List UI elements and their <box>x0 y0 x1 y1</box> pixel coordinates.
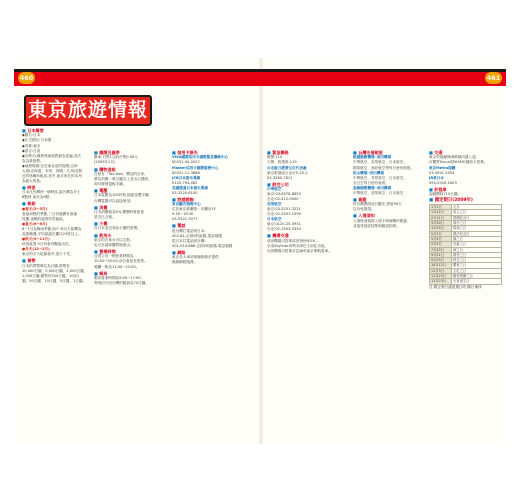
text-line: ◆地理環境:位於東北亞的島國,由四 <box>22 163 78 168</box>
text-line: 中華航空、長榮航空、日本航空、 <box>353 175 407 180</box>
section-heading: ■ 旅遊諮詢 <box>172 197 245 202</box>
text-line: 台北:02-2503-3333 <box>267 227 301 232</box>
holiday-name: 綠之日 <box>452 236 502 241</box>
text-line: 日本電壓為100伏特,插座為雙平腳, <box>94 193 150 198</box>
holiday-name: 體育之日 <box>452 263 502 268</box>
text-line: JR東日本 <box>429 175 444 180</box>
text-line: 報警:110 <box>267 155 283 160</box>
text-line: 長榮航空 <box>267 202 282 207</box>
text-line: 寄明信片回台灣的郵資為70日圓。 <box>94 281 149 285</box>
page-gutter <box>258 58 264 444</box>
text-line: 並接受指紋採集與臉部拍照。 <box>353 223 400 228</box>
text-line: 秋高氣爽,9月份會有颱風出沒。 <box>22 242 73 247</box>
text-line: 03-5321-3077 <box>172 217 198 222</box>
text-line: 東京:03-6378-8855 <box>267 192 301 197</box>
text-line: 從日本打電話到台灣: <box>172 238 206 243</box>
holiday-date: 5月4日 <box>430 236 452 241</box>
text-line: 1,000日圓,硬幣有500日圓、100日 <box>22 273 80 278</box>
holiday-date: 1月1日 <box>430 205 452 210</box>
text-line: 在日本並沒有給小費的習慣。 <box>94 226 141 231</box>
text-line: 為最大的島。 <box>22 178 44 183</box>
text-line: 京成Skyliner或利木津巴士前往市區。 <box>267 243 329 248</box>
holiday-name: 海之日 <box>452 247 502 252</box>
holiday-date: 9月23日 <box>430 258 452 263</box>
section-heading: ■ 計程車 <box>429 187 505 192</box>
text-line: 在貼有「Tax-free」標誌的店家, <box>94 171 146 176</box>
text-line: 春風和煦的季節,三月份還偶有寒流 <box>22 211 78 216</box>
text-line: ◆宗教:以佛教與神道教最為普遍,其次 <box>22 153 82 158</box>
text-line: 東京的自來水可以生飲, <box>94 237 132 242</box>
section-heading: ■ 簽證 <box>353 197 425 202</box>
text-line: 10:00~20:00,部分會延長營業。 <box>94 259 148 264</box>
holiday-note: 註:國定假日適逢週日時,隔日補休 <box>429 284 482 289</box>
text-line: 圓、50日圓、10日圓、5日圓、1日圓。 <box>22 278 87 283</box>
text-line: ●春天(3~5月) <box>22 206 48 211</box>
section-heading: ■ 信用卡掛失 <box>172 150 245 155</box>
section-heading: ■ 台灣出發航班 <box>353 150 425 155</box>
text-line: 大島(北海道、本州、四國、九州)及附 <box>22 168 83 173</box>
holiday-date: 2月11日 <box>430 215 452 220</box>
text-line: 單店消費一萬日圓以上並出示護照, <box>94 176 150 181</box>
text-line: 匯率:日幣1元約台幣0.36元 <box>94 155 138 160</box>
text-line: 東京:03-5251-3221 <box>267 207 301 212</box>
page-number-right: 461 <box>486 74 501 82</box>
text-line: 東京的地鐵與JR路線四通八達, <box>429 155 477 160</box>
holiday-name: 建國紀念日 <box>452 215 502 220</box>
section-heading: ■ 電話 <box>172 223 245 228</box>
text-line: 0120-794-082 <box>172 180 198 185</box>
holiday-date: 5月3日 <box>430 231 452 236</box>
holiday-name: 元旦 <box>452 205 502 210</box>
text-line: 台北:02-412-9000 <box>267 197 299 202</box>
text-line: 位於東京都廳第一本廳舍1F <box>172 207 216 212</box>
text-line: 東京的冬天乾燥寒冷,很少下雪。 <box>22 252 74 257</box>
text-line: 即可辦理退稅手續。 <box>94 182 127 186</box>
text-line: 9:30~18:30 <box>172 212 194 217</box>
text-line: 中華航空 <box>267 187 282 192</box>
holiday-name: 春分之日 <box>452 221 502 226</box>
text-line: 為為基督教。 <box>22 158 44 163</box>
holiday-date: 4月29日 <box>430 226 452 231</box>
text-line: ●秋天(9~11月) <box>22 237 50 242</box>
text-line: 10,000日圓、5,000日圓、2,000日圓、 <box>22 268 88 273</box>
text-line: 03-3220-6100 <box>172 190 198 195</box>
section-heading: ■ 貨幣 <box>22 258 90 263</box>
holiday-table <box>429 204 502 284</box>
text-line: 桃園國際機場─成田機場 <box>353 155 392 160</box>
text-line: ◆語言:日語 <box>22 148 41 153</box>
holiday-date: 5月5日 <box>430 242 452 247</box>
holiday-date: 12月23日 <box>430 279 452 284</box>
text-line: 火警、救護車:119 <box>267 160 297 165</box>
text-line: 日本比台灣快一個時區,當台灣為早上 <box>22 190 81 195</box>
holiday-name: 昭和之日 <box>452 226 502 231</box>
header-bar <box>14 69 506 86</box>
section-heading: ■ 機場交通 <box>267 233 347 238</box>
text-line: 高雄國際機場─成田機場 <box>353 185 392 190</box>
text-line: ◆國名:日本 <box>22 133 41 138</box>
text-line: 東京觀光情報中心 <box>172 202 201 207</box>
text-line: 050-2016-1603 <box>429 180 457 185</box>
text-line: 東京Metro地鐵 <box>429 165 456 170</box>
section-heading: ■ 時差 <box>22 185 90 190</box>
text-line: 郵局營業時間為9:00~17:00, <box>94 275 142 280</box>
text-line: JCB日本掛失專線 <box>172 175 201 180</box>
text-line: 成田機場可搭乘成田特快N'EX、 <box>267 238 319 243</box>
column-6 <box>429 149 505 427</box>
section-heading: ■ 航空公司 <box>267 182 347 187</box>
text-line: 台灣電器可以直接使用。 <box>94 198 134 203</box>
text-line: 00531-11-3886 <box>172 170 200 175</box>
holiday-date: 7月20日 <box>430 247 452 252</box>
text-line: 以內免簽證。 <box>353 207 375 212</box>
section-heading: ■ 購物退稅 <box>94 167 164 172</box>
holiday-date: 11月3日 <box>430 268 452 273</box>
text-line: 美國運通日本掛失專線 <box>172 185 208 190</box>
holiday-table-body <box>430 205 502 284</box>
table-row <box>430 279 502 284</box>
text-line: 近的島嶼所組成,其中,東京所在的本州 <box>22 173 82 178</box>
holiday-name: 天皇誕生日 <box>452 279 502 284</box>
text-line: 可購買Suica或PASMO儲值卡搭乘。 <box>429 160 488 165</box>
text-line: 中華航空、長榮航空、日本航空、 <box>353 160 407 165</box>
text-line: 國泰航空、西北航空等每日皆有航班。 <box>353 165 415 170</box>
column-1 <box>22 127 90 427</box>
section-heading: ■ 營業時間 <box>94 249 164 254</box>
header-rule <box>14 69 506 72</box>
holiday-name: 敬老之日 <box>452 252 502 257</box>
text-line: 001-010-886-去掉0的區碼-電話號碼 <box>172 243 233 248</box>
holiday-date: 3月20日 <box>430 221 452 226</box>
text-line: 03-3280-7811 <box>267 175 293 180</box>
text-line: 日本的貨幣單位為日圓,紙幣有 <box>22 263 70 268</box>
section-heading: ■ 消費 <box>94 205 164 210</box>
text-line: 羽田機場可搭乘京急線或東京單軌電車。 <box>267 248 332 253</box>
text-line: ●冬天(12~2月) <box>22 247 50 252</box>
text-line: 松山機場─羽田機場 <box>353 170 384 175</box>
section-heading: ■ 入境須知 <box>353 213 425 218</box>
holiday-name: 成人之日 <box>452 210 502 215</box>
text-line: 台北:02-2501-1999 <box>267 212 301 217</box>
text-line: 無線網路服務。 <box>172 260 198 265</box>
text-line: ◆首都:東京 <box>22 143 41 148</box>
text-line: 炎熱潮濕,平均氣溫在攝氏25度以上。 <box>22 232 82 237</box>
column-2 <box>94 149 164 427</box>
text-line: 是否已含稅。 <box>94 215 116 219</box>
text-line: 全日空每日皆有航班。 <box>353 180 389 185</box>
holiday-name: 憲法紀念日 <box>452 231 502 236</box>
column-4 <box>267 149 347 427</box>
text-line: VISA國際信用卡國際緊急聯絡中心 <box>172 155 229 160</box>
section-heading: ■ 氣候 <box>22 201 90 206</box>
page-number-left: 460 <box>19 74 34 82</box>
text-line: (2009年1月) <box>94 160 116 165</box>
text-line: 東京各大車站與咖啡館多提供 <box>172 255 219 260</box>
text-line: 從台灣打電話到日本: <box>172 228 206 233</box>
text-line: 日本航空 <box>267 217 282 222</box>
holiday-date: 11月23日 <box>430 274 452 279</box>
text-line: 東京:0120-25-5931 <box>267 222 301 227</box>
section-heading: ■ 國際及匯率 <box>94 150 164 155</box>
section-heading: ■ 小費 <box>94 221 164 226</box>
text-line: 002-81-去掉0的區碼-電話號碼 <box>172 233 222 238</box>
section-heading: ■ 緊急聯絡 <box>267 150 347 155</box>
section-heading: ■ 網路 <box>172 250 245 255</box>
text-line: 台北駐日經濟文化代表處 <box>267 165 307 170</box>
holiday-name: 兒童之日 <box>452 242 502 247</box>
holiday-name: 勤勞感謝之日 <box>452 274 502 279</box>
column-6-text <box>429 150 505 197</box>
text-line: 餐廳一般為11:00~22:00。 <box>94 264 140 269</box>
section-heading: ■ 交通 <box>429 150 505 155</box>
column-3 <box>172 149 245 427</box>
text-line: 東京都港區白金台5-20-2 <box>267 170 308 175</box>
section-heading: ■ 電壓 <box>94 188 164 193</box>
text-line: 入境時須填寫入境卡與海關申報書, <box>353 218 409 223</box>
text-line: ●夏天(6~8月) <box>22 221 48 226</box>
section-heading: ■ 郵局 <box>94 271 164 276</box>
holiday-date: 1月12日 <box>430 210 452 215</box>
column-5 <box>353 149 425 427</box>
text-line: 百貨公司一般營業時間為 <box>94 254 134 259</box>
text-line: 侵襲,夜晚的溫度仍然偏低。 <box>22 216 67 221</box>
text-line: 中華航空、長榮航空、日本航空 <box>353 190 404 195</box>
text-line: 6~7月為梅雨季節,而7~8月天氣轉為 <box>22 226 82 231</box>
text-line: 03-3941-2004 <box>429 170 455 175</box>
section-title: 東京旅遊情報 <box>24 95 152 126</box>
text-line: ◆正式國名:日本國 <box>22 138 52 143</box>
holiday-date: 10月12日 <box>430 263 452 268</box>
text-line: 日本消費稅為5%,標價時要留意 <box>94 209 144 214</box>
text-line: 持台灣護照赴日觀光,停留90天 <box>353 202 402 207</box>
holiday-name: 秋分之日 <box>452 258 502 263</box>
text-line: 起跳價約710日圓。 <box>429 192 462 197</box>
holiday-title: ■ 國定假日(2009年) <box>429 198 505 204</box>
section-heading: ■ 飲用水 <box>94 233 164 238</box>
section-heading: ■ 日本概要 <box>22 128 90 133</box>
text-line: Master信用卡國際服務中心 <box>172 165 219 170</box>
holiday-date: 9月21日 <box>430 252 452 257</box>
text-line: 00531-44-0022 <box>172 160 200 165</box>
text-line: 也可在超商購買瓶裝水。 <box>94 242 134 247</box>
text-line: 8點時,東京為9點。 <box>22 195 53 200</box>
holiday-name: 文化之日 <box>452 268 502 273</box>
